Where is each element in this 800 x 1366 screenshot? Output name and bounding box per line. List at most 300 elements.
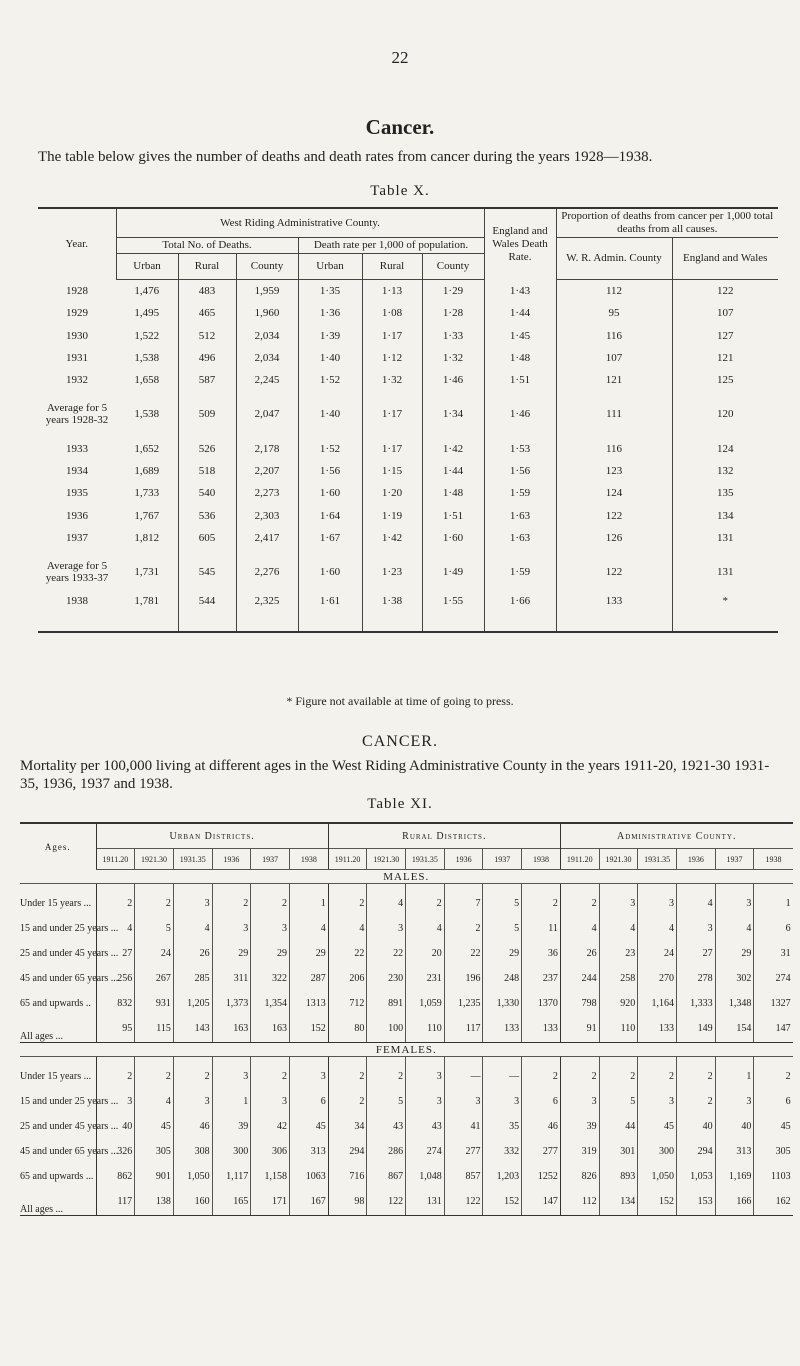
table-cell: 270 [638,959,677,984]
table-cell: 122 [367,1182,406,1216]
table-row [20,1009,793,1043]
table-cell: 3 [251,1082,290,1107]
table-cell: 133 [556,595,672,632]
table-cell: 4 [406,909,445,934]
table-cell: 2 [328,884,367,910]
table-cell: 45 [638,1107,677,1132]
table-cell: 43 [367,1107,406,1132]
table-cell: 2 [444,909,483,934]
table-cell: 135 [672,482,778,504]
table-row [38,391,778,437]
table-cell: 127 [672,325,778,347]
table-cell: 1·36 [298,302,362,324]
table-cell: 4 [676,884,715,910]
table-cell: 526 [178,437,236,459]
table-cell: 132 [672,460,778,482]
table-cell: 120 [672,391,778,437]
rural-rate-header: Rural [362,254,422,280]
table-cell: 26 [173,934,212,959]
table-row [20,959,793,984]
age-cell: Under 15 years ... [20,1071,92,1082]
table-cell: 1·40 [298,391,362,437]
table-cell: 2,207 [236,460,298,482]
table-cell: 3 [367,909,406,934]
table-cell: 1,050 [638,1157,677,1182]
age-cell: 15 and under 25 years ... [20,923,119,934]
table-cell: 125 [672,369,778,391]
year-cell: 1937 [66,531,88,544]
table-cell: 117 [96,1182,135,1216]
table-cell: 2,034 [236,347,298,369]
table-cell: 2,417 [236,527,298,549]
table-cell: 133 [522,1009,561,1043]
year-cell: 1928 [66,284,88,297]
table-cell: 36 [522,934,561,959]
table-cell: 277 [522,1132,561,1157]
table-cell: 313 [289,1132,328,1157]
table-cell: 1·66 [484,595,556,632]
table-cell: 1,959 [236,280,298,303]
table-cell: 313 [715,1132,754,1157]
table-cell: — [444,1057,483,1083]
table-cell: 134 [672,504,778,526]
table-cell: 29 [483,934,522,959]
table-cell: 3 [212,1057,251,1083]
table-cell: 39 [560,1107,599,1132]
table-row [38,347,778,369]
table-cell: 3 [638,884,677,910]
table-cell: 46 [173,1107,212,1132]
table-cell: 131 [672,527,778,549]
table-row [20,909,793,934]
table-cell: 40 [715,1107,754,1132]
table-cell: 1·56 [484,460,556,482]
table-cell: 2 [367,1057,406,1083]
table-cell: 124 [556,482,672,504]
year-cell: 1938 [38,595,116,632]
table-cell: 867 [367,1157,406,1182]
table-cell: 1327 [754,984,793,1009]
table-cell: 3 [638,1082,677,1107]
year-header-cell: 1921.30 [367,849,406,870]
table-cell: 832 [96,984,135,1009]
year-cell: 1931 [66,352,88,365]
year-header-cell: 1937 [251,849,290,870]
table-cell: 1·34 [422,391,484,437]
table-cell: 123 [556,460,672,482]
table-cell: 80 [328,1009,367,1043]
year-header-cell: 1938 [754,849,793,870]
table-cell: 165 [212,1182,251,1216]
table-cell: 1·13 [362,280,422,303]
table-cell: 311 [212,959,251,984]
table-cell: 3 [173,1082,212,1107]
table-cell: 1·40 [298,347,362,369]
table-cell: 1,538 [134,408,160,421]
table-cell: 4 [135,1082,174,1107]
table-cell: 110 [599,1009,638,1043]
table-cell: 1313 [289,984,328,1009]
age-cell: 45 and under 65 years ... [20,1146,119,1157]
table-cell: 2 [96,1057,135,1083]
table-cell: 1·52 [298,437,362,459]
table-cell: 4 [638,909,677,934]
table-cell: 1,053 [676,1157,715,1182]
table-cell: 131 [406,1182,445,1216]
table-cell: 237 [522,959,561,984]
wr-admin-header: W. R. Admin. County [556,238,672,280]
year-header-cell: 1937 [715,849,754,870]
table-cell: 1,731 [134,565,160,578]
table-x [38,207,778,633]
table-cell: 893 [599,1157,638,1182]
table-cell: 1,158 [251,1157,290,1182]
county-rate-header: County [422,254,484,280]
table-cell: 34 [328,1107,367,1132]
table-cell: 20 [406,934,445,959]
table-cell: 3 [212,909,251,934]
table-cell: 27 [676,934,715,959]
table-cell: 4 [367,884,406,910]
table-cell: 300 [212,1132,251,1157]
age-cell: 15 and under 25 years ... [20,1096,119,1107]
table-cell: 166 [715,1182,754,1216]
table-cell: 1·63 [484,504,556,526]
table-cell: 2 [135,884,174,910]
table-cell: 3 [96,1082,135,1107]
table-cell: 1 [754,884,793,910]
table-cell: 95 [556,302,672,324]
table-cell: 122 [672,280,778,303]
urban-deaths-header: Urban [116,254,178,280]
table-cell: 1,781 [116,595,178,632]
table-cell: 319 [560,1132,599,1157]
age-cell: 25 and under 45 years ... [20,1121,119,1132]
table-cell: 22 [444,934,483,959]
table-row [38,527,778,549]
year-header-cell: 1931.35 [173,849,212,870]
table-cell: 5 [483,884,522,910]
table-cell: 1063 [289,1157,328,1182]
year-header-cell: 1931.35 [406,849,445,870]
table-cell: 5 [483,909,522,934]
table-cell: 302 [715,959,754,984]
table-row [20,1057,793,1083]
table-cell: 1·55 [422,595,484,632]
table-row [20,984,793,1009]
table-cell: 1,333 [676,984,715,1009]
table-cell: 512 [178,325,236,347]
table-cell: 153 [676,1182,715,1216]
table-cell: 287 [289,959,328,984]
table-row [38,437,778,459]
year-header-cell: 1921.30 [135,849,174,870]
table-cell: 171 [251,1182,290,1216]
table-cell: 605 [178,527,236,549]
table-cell: 1·51 [484,369,556,391]
table-cell: 121 [672,347,778,369]
table-cell: 1·17 [362,325,422,347]
year-header-cell: 1921.30 [599,849,638,870]
table-cell: 98 [328,1182,367,1216]
table-cell: 122 [556,549,672,595]
table-cell: 42 [251,1107,290,1132]
table-cell: 1·44 [484,302,556,324]
table-cell: 300 [638,1132,677,1157]
table-cell: 1·46 [484,391,556,437]
table-cell: 1,050 [173,1157,212,1182]
table-cell: 2 [599,1057,638,1083]
table-row [20,1107,793,1132]
table-cell: 587 [178,369,236,391]
year-cell: Average for 5 years 1928-32 [45,402,109,427]
table-row [38,504,778,526]
table-cell: 7 [444,884,483,910]
table-row [38,302,778,324]
table-row [20,1082,793,1107]
table-cell: 4 [289,909,328,934]
table-cell: 5 [367,1082,406,1107]
england-wales-rate-header: England and Wales Death Rate. [484,208,556,280]
table-cell: 2,245 [236,369,298,391]
table-cell: 112 [560,1182,599,1216]
year-header-cell: 1911.20 [328,849,367,870]
table-cell: 1·19 [362,504,422,526]
table-cell: 116 [556,437,672,459]
table-cell: 231 [406,959,445,984]
table-cell: 1·32 [362,369,422,391]
table-cell: 117 [444,1009,483,1043]
table-cell: 143 [173,1009,212,1043]
table-cell: 1·45 [484,325,556,347]
table-cell: 1·60 [298,482,362,504]
table-cell: 294 [676,1132,715,1157]
age-cell: Under 15 years ... [20,898,92,909]
table-cell: 24 [135,934,174,959]
table-cell: 5 [599,1082,638,1107]
year-header-cell: 1911.20 [96,849,135,870]
table-cell: 1·60 [298,549,362,595]
table-cell: 2,034 [236,325,298,347]
year-header: Year. [38,208,116,280]
table-cell: 1,117 [212,1157,251,1182]
table-cell: 111 [556,391,672,437]
table-cell: 2 [212,884,251,910]
table-cell: 332 [483,1132,522,1157]
table-cell: 29 [715,934,754,959]
table-cell: 2,178 [236,437,298,459]
table-cell: 2 [328,1057,367,1083]
table-cell: 920 [599,984,638,1009]
table-row [20,884,793,910]
table-cell: 1·43 [484,280,556,303]
table-cell: 1,658 [134,374,160,387]
table-cell: 1252 [522,1157,561,1182]
table-cell: 1·44 [422,460,484,482]
table-cell: 2,047 [236,391,298,437]
table-cell: 107 [556,347,672,369]
table-cell: 40 [676,1107,715,1132]
year-header-cell: 1936 [676,849,715,870]
table-cell: 40 [96,1107,135,1132]
table-cell: 1370 [522,984,561,1009]
year-header-cell: 1931.35 [638,849,677,870]
table-cell: 4 [715,909,754,934]
table-cell: 1,348 [715,984,754,1009]
table-cell: 798 [560,984,599,1009]
table-cell: 152 [289,1009,328,1043]
table-cell: 39 [212,1107,251,1132]
table-cell: 1·15 [362,460,422,482]
table-cell: 1 [715,1057,754,1083]
table-cell: 27 [96,934,135,959]
table-cell: 277 [444,1132,483,1157]
year-header-cell: 1938 [289,849,328,870]
table-cell: 2,273 [236,482,298,504]
table-cell: 3 [676,909,715,934]
table-cell: 131 [672,549,778,595]
table-cell: 163 [212,1009,251,1043]
table-cell: 6 [754,909,793,934]
table-cell: 305 [135,1132,174,1157]
table-cell: 305 [754,1132,793,1157]
table-xi [20,822,793,1216]
year-header-cell: 1936 [444,849,483,870]
table-cell: 2 [560,1057,599,1083]
table-cell: 1·63 [484,527,556,549]
table-cell: 4 [328,909,367,934]
table-cell: 1·49 [422,549,484,595]
eng-wales-header: England and Wales [672,238,778,280]
age-cell: 45 and under 65 years ... [20,973,119,984]
table-cell: 23 [599,934,638,959]
table-cell: 2,303 [236,504,298,526]
table-cell: 1,354 [251,984,290,1009]
table-cell: 116 [556,325,672,347]
table-cell: 509 [178,391,236,437]
table-cell: 3 [251,909,290,934]
table-cell: 46 [522,1107,561,1132]
table-cell: 1·53 [484,437,556,459]
table-cell: 1·61 [298,595,362,632]
table-cell: 1,203 [483,1157,522,1182]
table-cell: 716 [328,1157,367,1182]
table-cell: 1·48 [422,482,484,504]
table-cell: 1 [289,884,328,910]
year-cell: 1934 [66,464,88,477]
sex-section-label: FEMALES. [20,1043,793,1057]
table-cell: 1·67 [298,527,362,549]
table-row [20,934,793,959]
table-row [38,325,778,347]
age-cell: 25 and under 45 years ... [20,948,119,959]
table-cell: 483 [178,280,236,303]
table-cell: 496 [178,347,236,369]
age-cell: 65 and upwards .. [20,998,91,1009]
table-cell: 1·33 [422,325,484,347]
page-number: 22 [391,48,409,67]
table-cell: * [672,595,778,632]
table-cell: 2 [328,1082,367,1107]
table-cell: 540 [178,482,236,504]
table-cell: 44 [599,1107,638,1132]
death-rate-header: Death rate per 1,000 of population. [298,238,484,254]
age-cell: 65 and upwards ... [20,1171,94,1182]
urban-rate-header: Urban [298,254,362,280]
table-cell: 1·32 [422,347,484,369]
table-cell: 167 [289,1182,328,1216]
table-cell: 1·64 [298,504,362,526]
table-cell: 29 [251,934,290,959]
urban-districts-header: Urban Districts. [96,823,328,849]
table-cell: 95 [96,1009,135,1043]
year-cell: 1935 [66,487,88,500]
table-cell: 2 [96,884,135,910]
table-cell: 1,767 [134,509,160,522]
table-cell: 160 [173,1182,212,1216]
table-cell: 2 [251,884,290,910]
table-cell: 1,330 [483,984,522,1009]
table-cell: 149 [676,1009,715,1043]
year-header-cell: 1911.20 [560,849,599,870]
table-cell: 322 [251,959,290,984]
table-cell: 256 [96,959,135,984]
table-cell: 2 [251,1057,290,1083]
table-cell: 1,048 [406,1157,445,1182]
table-cell: 1·42 [422,437,484,459]
year-header-cell: 1938 [522,849,561,870]
table-cell: 1·56 [298,460,362,482]
table-cell: 518 [178,460,236,482]
table-cell: 826 [560,1157,599,1182]
table-cell: 1,960 [236,302,298,324]
year-header-cell: 1936 [212,849,251,870]
table-cell: 3 [560,1082,599,1107]
table-cell: 2 [522,1057,561,1083]
year-cell: 1930 [66,329,88,342]
table-cell: 544 [178,595,236,632]
table-row [38,549,778,595]
table-cell: 6 [289,1082,328,1107]
west-riding-header: West Riding Administrative County. [116,208,484,238]
table-cell: 1,169 [715,1157,754,1182]
table-cell: 2 [560,884,599,910]
table-cell: 1·23 [362,549,422,595]
table-cell: 1,733 [134,487,160,500]
rural-deaths-header: Rural [178,254,236,280]
table-cell: 138 [135,1182,174,1216]
table-cell: 1,689 [134,464,160,477]
table-cell: 294 [328,1132,367,1157]
table-cell: 901 [135,1157,174,1182]
table-cell: 3 [444,1082,483,1107]
table-cell: 2 [676,1082,715,1107]
table-cell: 3 [715,884,754,910]
table-cell: 286 [367,1132,406,1157]
table-cell: 1,652 [134,442,160,455]
table-row [20,1182,793,1216]
table-cell: 1·08 [362,302,422,324]
table-cell: 110 [406,1009,445,1043]
age-cell: All ages ... [20,1009,96,1043]
table-cell: 2 [406,884,445,910]
year-cell: 1929 [66,307,88,320]
table-cell: 1,495 [134,307,160,320]
table-cell: 133 [483,1009,522,1043]
table-cell: 3 [483,1082,522,1107]
table-cell: 891 [367,984,406,1009]
table-row [38,369,778,391]
